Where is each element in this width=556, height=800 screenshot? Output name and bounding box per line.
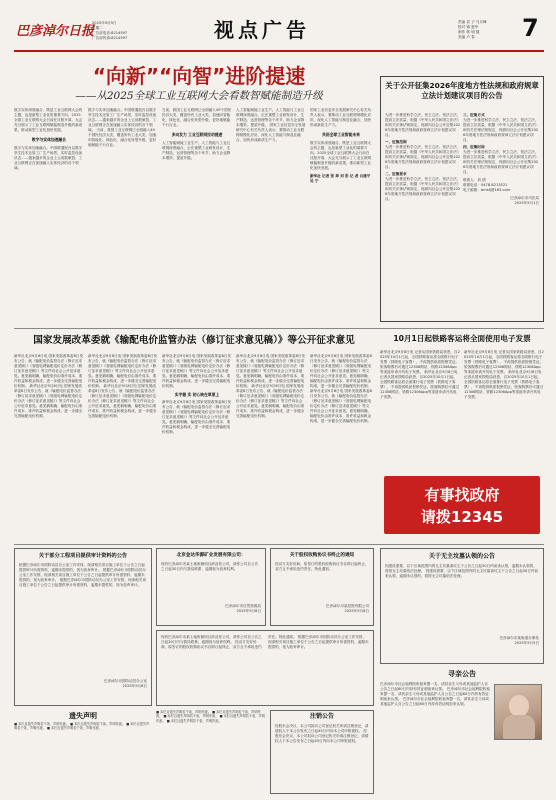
notice-email: 电子邮箱：bmsfj@163.com xyxy=(463,188,511,192)
notice-box-paragraph: 现有巴彦淖尔市某土地收储项目涉及你公司，请你公司自公告之日起30日内与我局联系，逾期视为放弃权利。 xyxy=(161,562,259,571)
lost-notice-body xyxy=(14,722,152,792)
lead-article xyxy=(14,56,374,326)
notice-box-body xyxy=(157,560,265,604)
notice-box-issuer: 巴彦淖尔市某投资有限公司 xyxy=(325,604,369,608)
second-paragraph: 新华社北京9月8日电 国家发展改革委8日发布公告，就《输配电价监管办法（修订征求意见稿）》《省级电网输配电价定价办法（修订征求意见稿）》等文件向社会公开征求意见。意见稿明确，输配电价由准许成本、准许收益和税金构成，进一步健全完善输配电价机制。 xyxy=(162,354,232,388)
notice-item-heading: 四、征集时间 xyxy=(463,145,485,149)
notice-box-title: 关于部分工程项目提供审计资料的公告 xyxy=(38,553,128,559)
notice-box-title: 关于股权收购协议书终止的通知 xyxy=(289,553,355,558)
lost-notice-paragraph: ■ 本栏目遗失声明若干条，声明作废。 xyxy=(46,726,102,731)
editor-credit-line: 美编 卢 春 xyxy=(458,35,475,39)
editor-credit-line: 制作 郭 明 健 xyxy=(458,30,480,34)
lost-notice-paragraph: ■ 本栏目遗失声明若干条，声明作废。 xyxy=(14,722,70,726)
infant-photo xyxy=(494,684,542,740)
notice-item-heading: 一、征集范围 xyxy=(385,140,407,144)
lost-notice-paragraph: ■ 本栏目遗失声明若干条，声明作废。 xyxy=(166,718,222,723)
second-col xyxy=(14,354,84,538)
notice-box-paragraph: 现有巴彦淖尔市某土地收储项目涉及你公司，请你公司自公告之日起30日内与我局联系，逾期视为放弃权利。 xyxy=(161,635,262,644)
notice-box-title: 北京金达华源矿业发展有限公司： xyxy=(176,553,246,558)
rail-headline: 10月1日起铁路客运将全面使用电子发票 xyxy=(393,334,531,343)
masthead-meta xyxy=(92,21,156,47)
rail-col xyxy=(380,350,460,470)
rail-col xyxy=(464,350,544,470)
notice-box-body xyxy=(381,562,543,636)
lead-subhead: ——从2025全球工业互联网大会看数智赋能制造升级 xyxy=(75,90,323,102)
second-inline-subhead: 实字据 实 初心映在草原上 xyxy=(174,392,220,397)
notice-contact: 联系人：刘 倩 xyxy=(463,178,486,182)
notice-box-title: 关于无主坟墓认领的公告 xyxy=(428,553,495,560)
notice-box xyxy=(156,548,266,626)
cancellation-notice-body xyxy=(271,722,373,790)
notice-box-issuer: 巴彦淖尔市某街道办事处 xyxy=(499,636,539,640)
notice-box-date: 2025年9月8日 xyxy=(122,684,147,688)
issue-weekday: 星期二 xyxy=(92,26,103,30)
cancellation-notice-paragraph: 经股东会决议，本公司拟向公司登记机关申请注销登记，请债权人于本公告发布之日起45日内向本公司申报债权。 xyxy=(275,724,369,733)
second-paragraph: 新华社北京9月8日电 国家发展改革委8日发布公告，就《输配电价监管办法（修订征求意见稿）》《省级电网输配电价定价办法（修订征求意见稿）》等文件向社会公开征求意见。意见稿明确，输配电价由准许成本、准许收益和税金构成，进一步健全完善输配电价机制。 xyxy=(88,354,158,388)
second-paragraph: 新华社北京9月8日电 国家发展改革委8日发布公告，就《输配电价监管办法（修订征求意见稿）》《省级电网输配电价定价办法（修订征求意见稿）》等文件向社会公开征求意见。意见稿明确，输配电价由准许成本、准许收益和税金构成，进一步健全完善输配电价机制。 xyxy=(162,400,232,434)
logo-text: 巴彦淖尔日报 xyxy=(16,24,95,39)
lead-paragraph: 人工智能赋能工业生产。人工智能与工业互联网深度融合，正在重塑工业研发设计、生产制造、运营管理等各个环节，助力企业降本增效、提质升级。 xyxy=(236,108,305,127)
notice-box-body xyxy=(271,560,373,604)
second-col xyxy=(310,354,372,538)
lead-paragraph: 数字实体深度融合，既是工业互联网大会的主题，也是新型工业化的重要方向。2025全球工业互联网大会日前在沈阳开幕，大会充分展示了工业互联网赋能制造升级的新成果，推动新型工业化加快发展。 xyxy=(14,108,83,132)
lead-col xyxy=(162,108,232,318)
lost-notice xyxy=(14,710,152,794)
second-paragraph: 新华社北京9月8日电 国家发展改革委8日发布公告，就《输配电价监管办法（修订征求意见稿）》《省级电网输配电价定价办法（修订征求意见稿）》等文件向社会公开征求意见。意见稿明确，输配电价由准许成本、准许收益和税金构成，进一步健全完善输配电价机制。 xyxy=(310,354,372,388)
notice-box-paragraph: 根据巴彦淖尔市国防动员办公室工作安排，现请相关项目施工单位于公告之日起提供审计所需资料，逾期未提供的，视为放弃审计。 xyxy=(268,635,369,649)
lead-col xyxy=(236,108,306,318)
lead-headline: “向新”“向智”进阶提速 xyxy=(92,64,306,86)
ad-phone: 广告部电话:8214597 xyxy=(92,31,128,35)
lost-notice-title: 遗失声明 xyxy=(69,712,97,720)
second-paragraph: 新华社北京9月8日电 国家发展改革委8日发布公告，就《输配电价监管办法（修订征求意见稿）》《省级电网输配电价定价办法（修订征求意见稿）》等文件向社会公开征求意见。意见稿明确，输配电价由准许成本、准许收益和税金构成，进一步健全完善输配电价机制。 xyxy=(310,389,372,423)
section-title: 视点广告 xyxy=(214,18,310,42)
page-number: 7 xyxy=(522,14,539,42)
notice-box-issuer: 巴彦淖尔市国防动员办公室 xyxy=(103,679,147,683)
second-paragraph: 新华社北京9月8日电 国家发展改革委8日发布公告，就《输配电价监管办法（修订征求意见稿）》《省级电网输配电价定价办法（修订征求意见稿）》等文件向社会公开征求意见。意见稿明确，输配电价由准许成本、准许收益和税金构成，进一步健全完善输配电价机制。 xyxy=(236,354,306,388)
notice-title-text: 关于公开征集2026年度地方性法规和政府规章立法计划建议项目的公告 xyxy=(385,81,539,100)
editor-credit-line: 校对 锦 惠华 xyxy=(458,25,479,29)
masthead xyxy=(0,0,556,54)
notice-box xyxy=(270,548,374,626)
notice-box-paragraph: 经双方友好协商，原签订的股权收购协议书自即日起终止，双方互不承担违约责任。特此通知。 xyxy=(275,562,369,571)
lead-col xyxy=(310,108,372,318)
editor-credits xyxy=(458,20,510,50)
issue-date: 2025年9月9日 xyxy=(92,21,117,25)
notice-issuer: 巴彦淖尔市司法局 xyxy=(510,196,539,200)
cancellation-notice-title: 注销公告 xyxy=(309,713,334,720)
search-kin-paragraph: 巴彦淖尔市社会福利院收留弃婴一名，请其亲生父母或其他监护人自公告之日起60日内持有效证明前来认领。 xyxy=(380,697,489,706)
hotline-ad-line2: 请拨12345 xyxy=(420,508,504,526)
notice-box xyxy=(14,548,152,706)
second-paragraph: 新华社北京9月8日电 国家发展改革委8日发布公告，就《输配电价监管办法（修订征求意见稿）》《省级电网输配电价定价办法（修订征求意见稿）》等文件向社会公开征求意见。意见稿明确，输配电价由准许成本、准许收益和税金构成，进一步健全完善输配电价机制。 xyxy=(236,384,305,418)
notice-paragraph: 为进一步推进科学立法、民主立法、依法立法，提高立法质量，根据《中华人民共和国立法法》和有关法律法规规定，现面向社会公开征集2026年度地方性法规和政府规章立法计划建议项目。 xyxy=(463,118,539,142)
lead-col xyxy=(88,108,158,318)
notice-box-date: 2025年9月5日 xyxy=(514,641,539,645)
lead-paragraph: 数字与实体加速融合。中国联通展台以数字孪生技术还原工厂生产场景，实时监控设备状态……越来越多的企业上云用数赋智，工业互联网正在加速融入实体经济的各个领域。 xyxy=(14,146,83,170)
lead-paragraph: 国家工业信息安全发展研究中心有关负责人表示，要推动工业互联网规模化应用，深化人工智能与制造业融合，加快形成新质生产力。 xyxy=(310,108,372,127)
second-col xyxy=(236,354,306,538)
cancellation-notice xyxy=(270,710,374,794)
notice-paragraph: 为进一步推进科学立法、民主立法、依法立法，提高立法质量，根据《中华人民共和国立法法》和有关法律法规规定，现面向社会公开征集2026年度地方性法规和政府规章立法计划建议项目。 xyxy=(385,177,461,201)
notice-body-left xyxy=(385,113,461,317)
notice-box xyxy=(380,548,544,664)
search-kin-body xyxy=(380,682,490,790)
hotline-ad xyxy=(384,476,540,534)
notice-box xyxy=(156,630,374,706)
notice-paragraph: 为进一步推进科学立法、民主立法、依法立法，提高立法质量，根据《中华人民共和国立法法》和有关法律法规规定，现面向社会公开征集2026年度地方性法规和政府规章立法计划建议项目。 xyxy=(463,150,539,174)
second-paragraph: 新华社北京9月8日电 国家发展改革委8日发布公告，就《输配电价监管办法（修订征求意见稿）》《省级电网输配电价定价办法（修订征求意见稿）》等文件向社会公开征求意见。意见稿明确，输配电价由准许成本、准许收益和税金构成，进一步健全完善输配电价机制。 xyxy=(88,384,157,418)
notice-title xyxy=(385,81,539,109)
lead-paragraph: 国家工业信息安全发展研究中心有关负责人表示，要推动工业互联网规模化应用，深化人工智能与制造业融合，加快形成新质生产力。 xyxy=(236,123,306,142)
second-col xyxy=(162,354,232,538)
notice-date: 2025年9月1日 xyxy=(514,201,539,205)
notice-box-paragraph: 因建设需要，以下区域范围内的无主坟墓请坟主于公告之日起30日内前来认领，逾期未认领的，将按无主坟墓依法处理。 xyxy=(385,564,537,573)
lead-col xyxy=(14,108,84,318)
notice-box-paragraph: 根据巴彦淖尔市国防动员办公室工作安排，现请相关项目施工单位于公告之日起提供审计所需资料，逾期未提供的，视为放弃审计。 xyxy=(19,578,146,587)
notice-phone: 联系电话：0478-8213521 xyxy=(463,183,508,187)
notice-item-heading: 三、征集方式 xyxy=(463,113,485,117)
lost-notice-paragraph: ■ 本栏目遗失声明若干条，声明作废。 xyxy=(14,722,150,731)
lost-notice-body xyxy=(156,710,266,794)
notice-box-paragraph: 经双方友好协商，原签订的股权收购协议书自即日起终止，双方互不承担违约责任。特此通知。 xyxy=(161,635,297,649)
editor-credit-line: 责编 袁 子 马月峰 xyxy=(458,20,487,24)
lead-paragraph: 当前，我国工业互联网已全面融入49个国民经济大类，覆盖所有工业大类，加速向智能化、绿色化、融合化转型升级，更好地赋能千行百业。 xyxy=(162,108,232,127)
lost-notice-paragraph: ■ 本栏目遗失声明若干条，声明作废。 xyxy=(156,710,212,714)
notice-box-paragraph: 因建设需要，以下区域范围内的无主坟墓请坟主于公告之日起30日内前来认领，逾期未认领的，将按无主坟墓依法处理。 xyxy=(385,569,539,578)
notice-item-heading: 二、征集要求 xyxy=(385,172,407,176)
notice-box-paragraph: 根据巴彦淖尔市国防动员办公室工作安排，现请相关项目施工单位于公告之日起提供审计所需资料，逾期未提供的，视为放弃审计。 xyxy=(19,568,146,582)
rail-paragraph: 新华社北京9月8日电 记者从国家铁路局获悉，自2025年10月1日起，全国铁路客运将全面推行电子发票（铁路电子客票），不再提供纸质报销凭证。旅客购票后可通过12306网站、铁路12306App等渠道申请开具电子发票。 xyxy=(464,370,544,399)
lost-notice-paragraph: ■ 本栏目遗失声明若干条，声明作废。 xyxy=(156,714,265,723)
notice-box-body xyxy=(157,631,373,699)
lead-inline-subhead: 共创全球工业智能未来 xyxy=(322,132,360,137)
search-kin-paragraph: 巴彦淖尔市社会福利院收留弃婴一名，请其亲生父母或其他监护人自公告之日起60日内持有效证明前来认领。 xyxy=(380,682,488,691)
legislation-notice xyxy=(380,76,544,322)
notice-paragraph: 为进一步推进科学立法、民主立法、依法立法，提高立法质量，根据《中华人民共和国立法法》和有关法律法规规定，现面向社会公开征集2026年度地方性法规和政府规章立法计划建议项目。 xyxy=(385,145,461,169)
second-paragraph: 新华社北京9月8日电 国家发展改革委8日发布公告，就《输配电价监管办法（修订征求意见稿）》《省级电网输配电价定价办法（修订征求意见稿）》等文件向社会公开征求意见。意见稿明确，输配电价由准许成本、准许收益和税金构成，进一步健全完善输配电价机制。 xyxy=(14,354,84,388)
lost-notice-paragraph: ■ 本栏目遗失声明若干条，声明作废。 xyxy=(70,722,126,726)
cancellation-notice-paragraph: 经股东会决议，本公司拟向公司登记机关申请注销登记，请债权人于本公告发布之日起45日内向本公司申报债权。 xyxy=(275,729,369,743)
lead-paragraph: 人工智能赋能工业生产。人工智能与工业互联网深度融合，正在重塑工业研发设计、生产制造、运营管理等各个环节，助力企业降本增效、提质升级。 xyxy=(162,141,231,160)
lost-notice-paragraph: ■ 本栏目遗失声明若干条，声明作废。 xyxy=(163,714,219,719)
rail-paragraph: 新华社北京9月8日电 记者从国家铁路局获悉，自2025年10月1日起，全国铁路客运将全面推行电子发票（铁路电子客票），不再提供纸质报销凭证。旅客购票后可通过12306网站、铁路12306App等渠道申请开具电子发票。 xyxy=(380,370,460,399)
lead-byline: 新华社 记者 张 坤 刘 彤 记 者 白建平 吴 宁 xyxy=(310,174,371,183)
search-kin-title: 寻亲公告 xyxy=(448,670,476,678)
notice-box-paragraph: 根据巴彦淖尔市国防动员办公室工作安排，现请相关项目施工单位于公告之日起提供审计所需资料，逾期未提供的，视为放弃审计。 xyxy=(19,563,145,572)
second-paragraph: 新华社北京9月8日电 国家发展改革委8日发布公告，就《输配电价监管办法（修订征求意见稿）》《省级电网输配电价定价办法（修订征求意见稿）》等文件向社会公开征求意见。意见稿明确，输配电价由准许成本、准许收益和税金构成，进一步健全完善输配电价机制。 xyxy=(14,384,83,418)
notice-box-date: 2025年9月8日 xyxy=(236,609,261,613)
divider xyxy=(14,544,544,545)
second-article xyxy=(14,354,374,540)
rail-paragraph: 新华社北京9月8日电 记者从国家铁路局获悉，自2025年10月1日起，全国铁路客运将全面推行电子发票（铁路电子客票），不再提供纸质报销凭证。旅客购票后可通过12306网站、铁路12306App等渠道申请开具电子发票。 xyxy=(464,350,544,374)
notice-box-issuer: 巴彦淖尔市自然资源局 xyxy=(225,604,261,608)
rail-invoice-story xyxy=(380,332,544,540)
divider xyxy=(14,328,544,329)
hotline-ad-line1: 有事找政府 xyxy=(424,486,500,504)
notice-box-date: 2025年9月8日 xyxy=(344,609,369,613)
lead-paragraph: 数字与实体加速融合。中国联通展台以数字孪生技术还原工厂生产场景，实时监控设备状态……越来越多的企业上云用数赋智，工业互联网正在加速融入实体经济的各个领域。 xyxy=(88,108,157,132)
masthead-rule xyxy=(14,50,544,52)
second-headline: 国家发展改革委就《输配电价监管办法（修订征求意见稿）》等公开征求意见 xyxy=(33,335,355,346)
notice-body-right xyxy=(463,113,539,317)
ad-fax: 广告部传真:8214597 xyxy=(92,36,128,40)
notice-paragraph: 为进一步推进科学立法、民主立法、依法立法，提高立法质量，根据《中华人民共和国立法法》和有关法律法规规定，现面向社会公开征集2026年度地方性法规和政府规章立法计划建议项目。 xyxy=(385,113,461,137)
notice-box-body xyxy=(15,561,151,679)
search-kin-notice xyxy=(380,668,544,794)
lead-paragraph: 当前，我国工业互联网已全面融入49个国民经济大类，覆盖所有工业大类，加速向智能化、绿色化、融合化转型升级，更好地赋能千行百业。 xyxy=(88,128,157,147)
lead-paragraph: 数字实体深度融合，既是工业互联网大会的主题，也是新型工业化的重要方向。2025全球工业互联网大会日前在沈阳开幕，大会充分展示了工业互联网赋能制造升级的新成果，推动新型工业化加快发展。 xyxy=(310,141,372,170)
rail-paragraph: 新华社北京9月8日电 记者从国家铁路局获悉，自2025年10月1日起，全国铁路客运将全面推行电子发票（铁路电子客票），不再提供纸质报销凭证。旅客购票后可通过12306网站、铁路12306App等渠道申请开具电子发票。 xyxy=(380,350,460,374)
lead-inline-subhead: 数字与实体加速融合 xyxy=(31,137,67,142)
lead-inline-subhead: 多向发力 工业互联网拉动提速 xyxy=(171,132,223,137)
lost-notice-paragraph: ■ 本栏目遗失声明若干条，声明作废。 xyxy=(156,710,261,719)
lost-notice-col xyxy=(156,710,266,794)
second-col xyxy=(88,354,158,538)
search-kin-paragraph: 巴彦淖尔市社会福利院收留弃婴一名，请其亲生父母或其他监护人自公告之日起60日内持有效证明前来认领。 xyxy=(380,687,490,701)
